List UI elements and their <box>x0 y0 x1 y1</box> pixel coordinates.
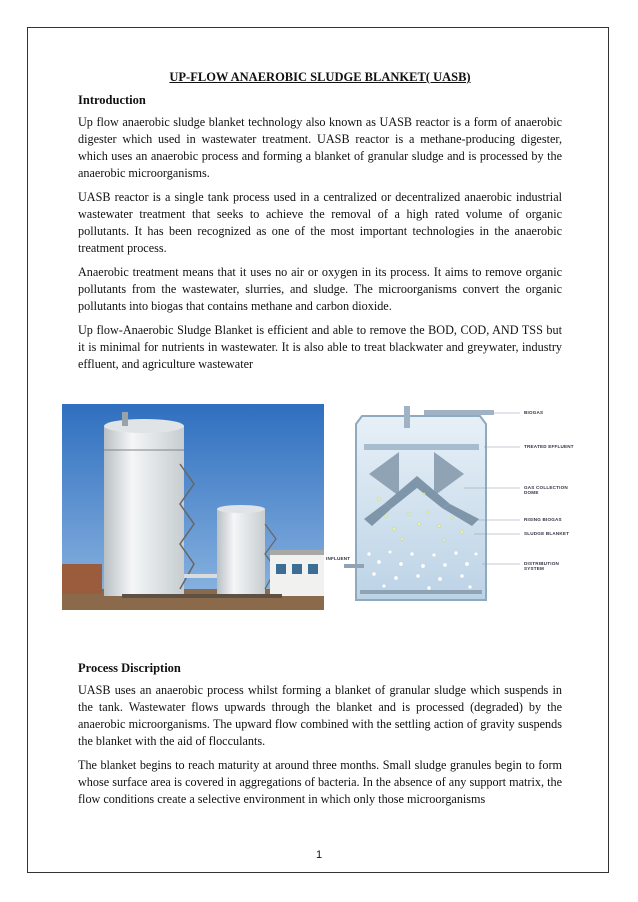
label-treated-effluent: TREATED EFFLUENT <box>524 444 574 449</box>
uasb-diagram <box>324 404 575 610</box>
label-gas-collection-dome: GAS COLLECTION DOME <box>524 485 568 495</box>
uasb-tanks-photo <box>62 404 324 610</box>
process-paragraph-1: UASB uses an anaerobic process whilst forming a blanket of granular sludge which suspends in the tank. Wastewater flows upwards through the blanket and is processed (degraded) by the anaerobic microorganisms. The upward flow combined with the settling action of gravity suspends the blanket with the aid of flocculants. <box>78 683 562 748</box>
uasb-figure <box>62 404 575 610</box>
intro-paragraph-4: Up flow-Anaerobic Sludge Blanket is efficient and able to remove the BOD, COD, AND TSS but it is minimal for nutrients in wastewater. It is also able to treat blackwater and greywater, industry effluent, and agriculture wastewater <box>78 323 562 371</box>
label-sludge-blanket: SLUDGE BLANKET <box>524 531 570 536</box>
intro-paragraph-1: Up flow anaerobic sludge blanket technology also known as UASB reactor is a form of anaerobic digester which used in wastewater treatment. UASB reactor is a methane-producing digester, which uses an anaerobic process and forming a blanket of granular sludge and is processed by the anaerobic microorganisms. <box>78 115 562 180</box>
intro-paragraph-3: Anaerobic treatment means that it uses no air or oxygen in its process. It aims to remove organic pollutants from the wastewater, slurries, and sludge. The microorganisms convert the organic pollutants into biogas that contains methane and carbon dioxide. <box>78 265 562 313</box>
label-influent: INFLUENT <box>326 556 351 561</box>
label-biogas: BIOGAS <box>524 410 544 415</box>
intro-paragraph-2: UASB reactor is a single tank process used in a centralized or decentralized anaerobic industrial wastewater treatment that seeks to achieve the removal of a high rated volume of organic pollutants. It has been recognized as one of the most important technologies in the anaerobic treatment process. <box>78 190 562 255</box>
process-section <box>78 661 562 815</box>
label-rising-biogas: RISING BIOGAS <box>524 517 562 522</box>
process-heading: Process Discription <box>78 661 181 675</box>
page-number: 1 <box>315 849 323 861</box>
label-distribution-system: DISTRIBUTION SYSTEM <box>524 561 560 571</box>
document-content <box>78 70 562 380</box>
introduction-heading: Introduction <box>78 93 146 107</box>
process-paragraph-2: The blanket begins to reach maturity at around three months. Small sludge granules begin to form whose surface area is covered in aggregations of bacteria. In the absence of any support matrix, the flow conditions create a selective environment in which only those microorganisms <box>78 758 562 806</box>
document-title: UP-FLOW ANAEROBIC SLUDGE BLANKET( UASB) <box>169 70 471 84</box>
